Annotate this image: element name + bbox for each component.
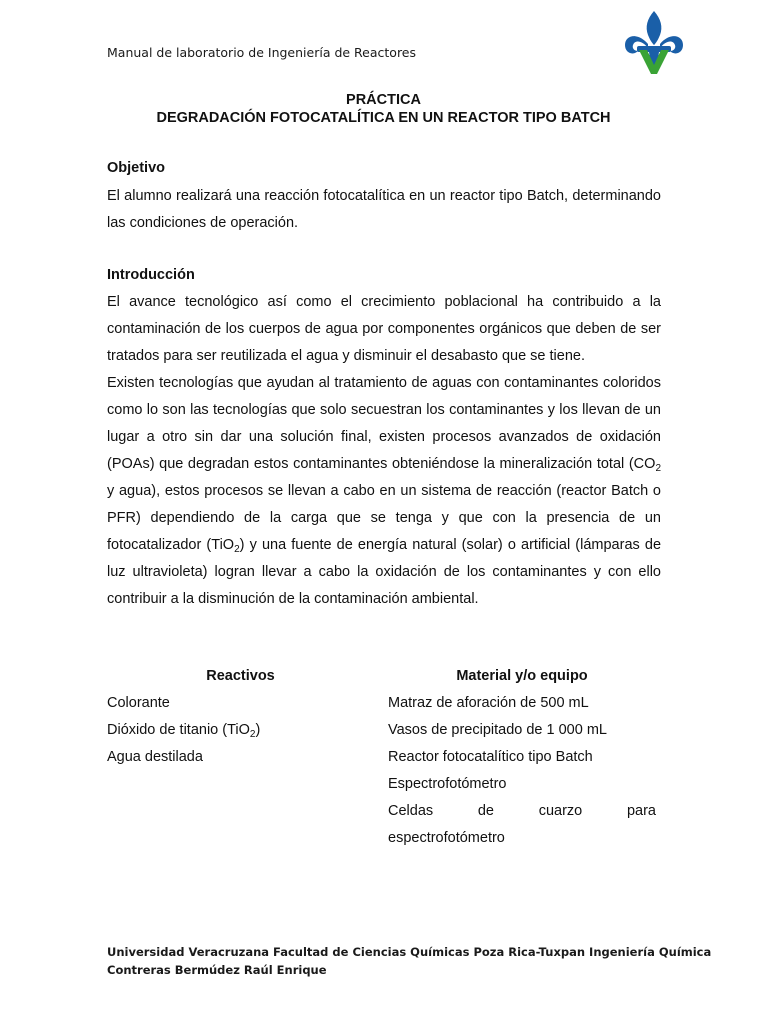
reactivos-list — [107, 690, 367, 771]
uv-fleur-de-lis-logo — [621, 10, 687, 76]
footer — [107, 943, 711, 979]
introduccion-paragraph-1: El avance tecnológico así como el crecimiento poblacional ha contribuido a la contaminación de los cuerpos de agua por componentes orgánicos que deben de ser tratados para ser reutilizada el agua y disminuir el desabasto que se tiene. — [107, 294, 661, 364]
objetivo-text: El alumno realizará una reacción fotocatalítica en un reactor tipo Batch, determinando las condiciones de operación. — [107, 188, 661, 231]
tio2-subscript: 2 — [249, 729, 256, 740]
tio2-close: ) — [255, 722, 261, 738]
intro-p2-part-c: ) y una fuente de energía natural (solar) o artificial (lámparas de luz ultravioleta) logran llevar a cabo la oxidación de los contaminantes y con ello contribuir a la disminución de la contaminación ambiental. — [107, 537, 662, 607]
list-item — [107, 717, 367, 744]
footer-line-1: Universidad Veracruzana Facultad de Ciencias Químicas Poza Rica-Tuxpan Ingeniería Química — [107, 945, 712, 959]
material-list — [388, 690, 656, 852]
title-line-2: DEGRADACIÓN FOTOCATALÍTICA EN UN REACTOR TIPO BATCH — [156, 110, 611, 126]
list-item: Reactor fotocatalítico tipo Batch — [388, 749, 593, 765]
introduccion-heading: Introducción — [107, 267, 195, 283]
material-heading: Material y/o equipo — [456, 668, 588, 684]
intro-p2-part-b: y agua), estos procesos se llevan a cabo en un sistema de reacción (reactor Batch o PFR) dependiendo de la carga que se tenga y que con la presencia de un fotocatalizador (TiO — [107, 483, 661, 553]
list-item: Matraz de aforación de 500 mL — [388, 695, 589, 711]
reactivos-heading: Reactivos — [206, 668, 275, 684]
list-item: Espectrofotómetro — [388, 776, 507, 792]
co2-subscript: 2 — [655, 463, 661, 474]
running-header: Manual de laboratorio de Ingeniería de Reactores — [107, 45, 417, 60]
document-title — [107, 91, 660, 127]
intro-p2-part-a: Existen tecnologías que ayudan al tratamiento de aguas con contaminantes coloridos como lo son las tecnologías que solo secuestran los contaminantes y los llevan de un lugar a otro sin dar una solución final, existen procesos avanzados de oxidación (POAs) que degradan estos contaminantes obteniéndose la mineralización total (CO — [107, 375, 661, 472]
list-item: Agua destilada — [107, 749, 203, 765]
tio2-label: Dióxido de titanio (TiO — [107, 722, 250, 738]
title-line-1: PRÁCTICA — [346, 92, 421, 108]
list-item: Colorante — [107, 695, 170, 711]
objetivo-heading: Objetivo — [107, 160, 166, 176]
list-item: Vasos de precipitado de 1 000 mL — [388, 722, 607, 738]
list-item: Celdas de cuarzo para — [388, 803, 656, 819]
footer-line-2: Contreras Bermúdez Raúl Enrique — [107, 963, 327, 977]
tio2-subscript: 2 — [234, 544, 240, 555]
list-item: espectrofotómetro — [388, 830, 505, 846]
introduccion-paragraph-2 — [107, 370, 661, 613]
